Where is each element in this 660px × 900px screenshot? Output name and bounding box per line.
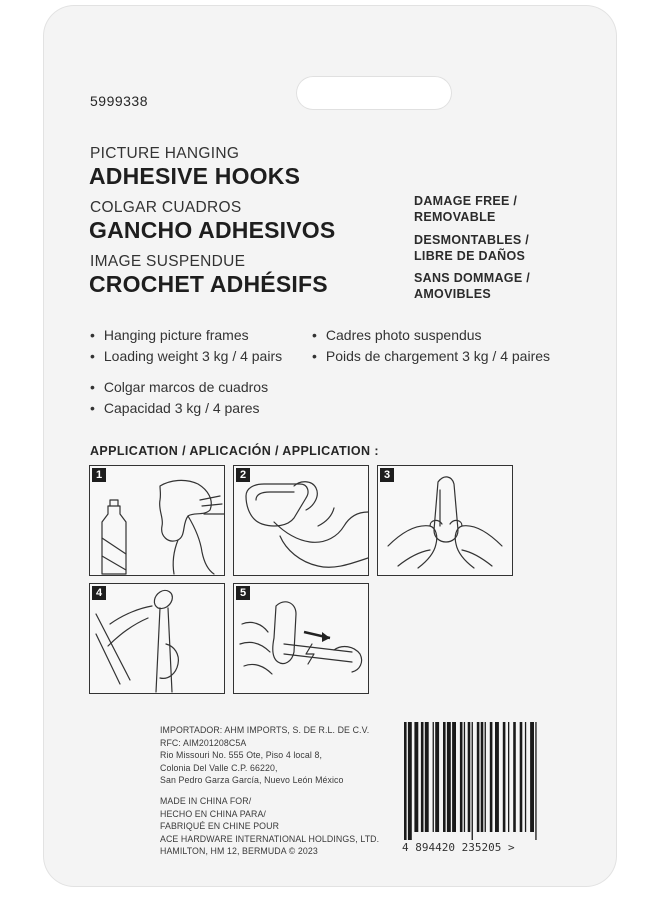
claim-sans-dommage <box>414 270 530 302</box>
feature-fr-2 <box>312 348 550 364</box>
barcode-bar <box>525 722 526 832</box>
barcode-bar <box>495 722 499 832</box>
importer-line: RFC: AIM201208C5A <box>160 737 247 748</box>
barcode-bar <box>464 722 465 832</box>
feature-fr-1 <box>312 327 482 343</box>
barcode-bar <box>404 722 407 840</box>
barcode-bar <box>443 722 446 832</box>
origin-line: MADE IN CHINA FOR/ <box>160 796 252 806</box>
bullet-icon: • <box>312 348 317 364</box>
barcode-bar <box>485 722 486 832</box>
barcode-bar <box>447 722 451 832</box>
remove-strip-illustration <box>234 584 368 693</box>
barcode-bar <box>535 722 536 840</box>
claim-line: DAMAGE FREE / <box>414 194 518 208</box>
step-1-panel <box>89 465 225 576</box>
claim-line: DESMONTABLES / <box>414 233 530 247</box>
title-es-bold: GANCHO ADHESIVOS <box>89 217 336 243</box>
feature-es-1 <box>90 379 268 395</box>
step-number: 1 <box>92 468 106 482</box>
feature-text: Cadres photo suspendus <box>325 327 482 343</box>
importer-line: IMPORTADOR: AHM IMPORTS, S. DE R.L. DE C.V. <box>160 725 370 735</box>
origin-line: FABRIQUÉ EN CHINE POUR <box>160 821 280 831</box>
feature-text: Poids de chargement 3 kg / 4 paires <box>325 348 551 364</box>
title-es-light: COLGAR CUADROS <box>90 199 242 216</box>
feature-text: Colgar marcos de cuadros <box>103 379 269 395</box>
importer-line: Colonia Del Valle C.P. 66220, <box>160 762 278 773</box>
origin-line: HECHO EN CHINA PARA/ <box>160 808 266 819</box>
barcode-bar <box>452 722 456 832</box>
importer-line: Rio Missouri No. 555 Ote, Piso 4 local 8, <box>160 750 323 760</box>
origin-line: HAMILTON, HM 12, BERMUDA © 2023 <box>160 846 318 856</box>
claim-line: LIBRE DE DAÑOS <box>414 249 526 263</box>
step-4-panel <box>89 583 225 694</box>
barcode-bar <box>433 722 434 832</box>
step-number: 4 <box>92 586 106 600</box>
barcode-bars <box>398 722 578 840</box>
hang-hole <box>296 76 452 110</box>
barcode-bar <box>425 722 429 832</box>
step-number: 3 <box>380 468 394 482</box>
application-heading: APPLICATION / APLICACIÓN / APPLICATION : <box>90 444 379 458</box>
title-en-bold: ADHESIVE HOOKS <box>89 163 301 189</box>
barcode-bar <box>477 722 480 832</box>
barcode-bar <box>421 722 424 832</box>
barcode-bar <box>520 722 523 832</box>
claim-line: SANS DOMMAGE / <box>414 271 531 285</box>
barcode-digits: 4 894420 235205 > <box>402 841 515 854</box>
barcode-bar <box>435 722 439 832</box>
barcode-bar <box>513 722 516 832</box>
barcode-bar <box>481 722 484 832</box>
bullet-icon: • <box>90 400 95 416</box>
step-number: 5 <box>236 586 250 600</box>
peel-backing-illustration <box>234 466 368 575</box>
barcode-bar <box>530 722 534 832</box>
barcode-bar <box>508 722 509 832</box>
step-number: 2 <box>236 468 250 482</box>
origin-line: ACE HARDWARE INTERNATIONAL HOLDINGS, LTD. <box>160 833 380 844</box>
claim-line: REMOVABLE <box>414 210 496 224</box>
barcode-bar <box>503 722 506 832</box>
barcode-bar <box>414 722 418 832</box>
feature-text: Capacidad 3 kg / 4 pares <box>103 400 260 416</box>
step-2-panel <box>233 465 369 576</box>
bullet-icon: • <box>90 348 95 364</box>
importer-line: San Pedro Garza García, Nuevo León México <box>160 775 344 785</box>
step-3-panel <box>377 465 513 576</box>
importer-info <box>160 724 369 787</box>
sku-number: 5999338 <box>90 93 149 109</box>
hang-frame-illustration <box>90 584 224 693</box>
title-fr-bold: CROCHET ADHÉSIFS <box>89 271 328 297</box>
origin-info <box>160 795 379 858</box>
press-hook-illustration <box>378 466 512 575</box>
feature-en-2 <box>90 348 282 364</box>
barcode-bar <box>460 722 463 832</box>
barcode-bar <box>408 722 412 840</box>
claim-line: AMOVIBLES <box>414 287 492 301</box>
claim-removable-es <box>414 232 529 264</box>
feature-es-2 <box>90 400 260 416</box>
bullet-icon: • <box>90 327 95 343</box>
bottle-cleaning-illustration <box>90 466 224 575</box>
barcode-bar <box>468 722 471 832</box>
claim-damage-free <box>414 193 517 225</box>
title-fr-light: IMAGE SUSPENDUE <box>90 253 246 270</box>
bullet-icon: • <box>312 327 317 343</box>
title-en-light: PICTURE HANGING <box>90 145 240 162</box>
feature-text: Hanging picture frames <box>103 327 249 343</box>
barcode-bar <box>472 722 473 840</box>
feature-text: Loading weight 3 kg / 4 pairs <box>103 348 283 364</box>
barcode <box>398 722 578 840</box>
bullet-icon: • <box>90 379 95 395</box>
feature-en-1 <box>90 327 249 343</box>
barcode-bar <box>490 722 493 832</box>
step-5-panel <box>233 583 369 694</box>
